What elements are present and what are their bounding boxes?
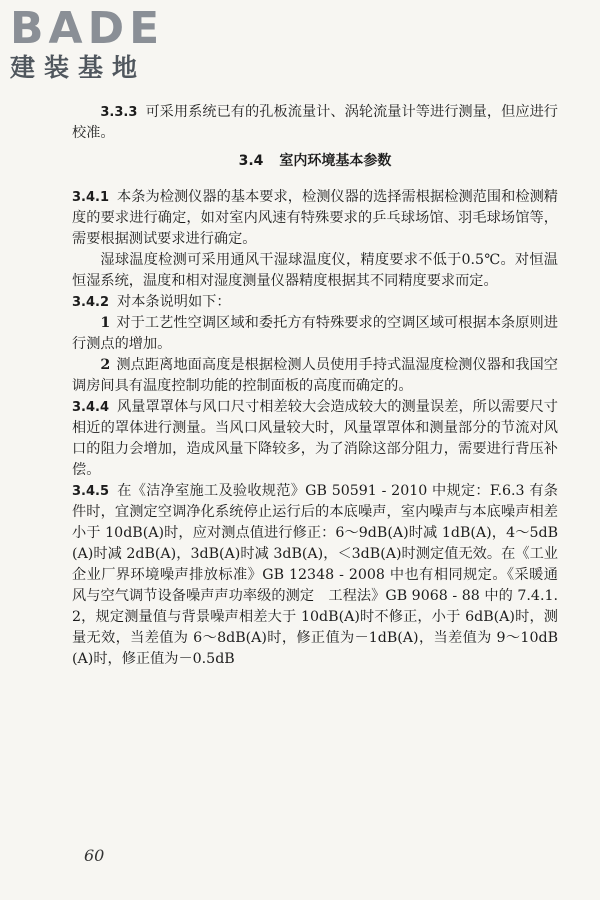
clause-number: 3.4.5 — [72, 484, 110, 499]
clause-3-4-1 — [72, 187, 558, 250]
logo-brand-text: BADE — [10, 3, 165, 54]
clause-text: 本条为检测仪器的基本要求，检测仪器的选择需根据检测范围和检测精度的要求进行确定，如对室内风速有特殊要求的乒乓球场馆、羽毛球场馆等，需要根据测试要求进行确定。 — [72, 189, 558, 247]
clause-number: 3.4.1 — [72, 190, 110, 205]
clause-3-3-3 — [72, 102, 558, 144]
clause-3-4-2 — [72, 292, 558, 313]
clause-number: 3.4.2 — [72, 295, 110, 310]
clause-3-4-1-paragraph-2 — [72, 250, 558, 292]
clause-3-4-4 — [72, 397, 558, 481]
item-number: 2 — [100, 357, 111, 373]
section-title: 室内环境基本参数 — [279, 153, 392, 169]
paragraph-text: 湿球温度检测可采用通风干湿球温度仪，精度要求不低于0.5℃。对恒温恒湿系统，温度和相对湿度测量仪器精度根据其不同精度要求而定。 — [72, 252, 558, 289]
page-number: 60 — [84, 846, 105, 865]
clause-number: 3.3.3 — [100, 105, 138, 120]
list-item-2 — [72, 355, 558, 397]
section-heading — [72, 151, 558, 172]
list-item-1 — [72, 313, 558, 355]
clause-text: 可采用系统已有的孔板流量计、涡轮流量计等进行测量，但应进行校准。 — [72, 104, 558, 141]
item-text: 测点距离地面高度是根据检测人员使用手持式温湿度检测仪器和我国空调房间具有温度控制功能的控制面板的高度而确定的。 — [72, 357, 558, 394]
clause-number: 3.4.4 — [72, 400, 110, 415]
clause-text: 对本条说明如下： — [117, 294, 231, 310]
clause-text: 风量罩罩体与风口尺寸相差较大会造成较大的测量误差，所以需要尺寸相近的罩体进行测量。当风口风量较大时，风量罩罩体和测量部分的节流对风口的阻力会增加，造成风量下降较多，为了消除这部分阻力，需要进行背压补偿。 — [72, 399, 558, 478]
logo-subtitle: 建装基地 — [10, 53, 147, 82]
section-number: 3.4 — [238, 153, 264, 169]
bade-logo — [10, 3, 180, 84]
item-number: 1 — [100, 315, 111, 331]
clause-3-4-5 — [72, 481, 558, 670]
item-text: 对于工艺性空调区域和委托方有特殊要求的空调区域可根据本条原则进行测点的增加。 — [72, 315, 558, 352]
page-body — [72, 102, 558, 670]
clause-text: 在《洁净室施工及验收规范》GB 50591 - 2010 中规定：F.6.3 有条件时，宜测定空调净化系统停止运行后的本底噪声，室内噪声与本底噪声相差小于 10dB(A)时，应对测点值进行修正：6～9dB(A)时减 1dB(A)，4～5dB(A)时减 2dB(A)，3dB(A)时减 3dB(A)，＜3dB(A)时测定值无效。在《工业企业厂界环境噪声排放标准》GB 12348 - 2008 中也有相同规定。《采暖通风与空气调节设备噪声声功率级的测定 工程法》GB 9068 - 88 中的 7.4.1.2，规定测量值与背景噪声相差大于 10dB(A)时不修正，小于 6dB(A)时，测量无效，当差值为 6～8dB(A)时，修正值为－1dB(A)，当差值为 9～10dB(A)时，修正值为－0.5dB — [72, 483, 558, 667]
